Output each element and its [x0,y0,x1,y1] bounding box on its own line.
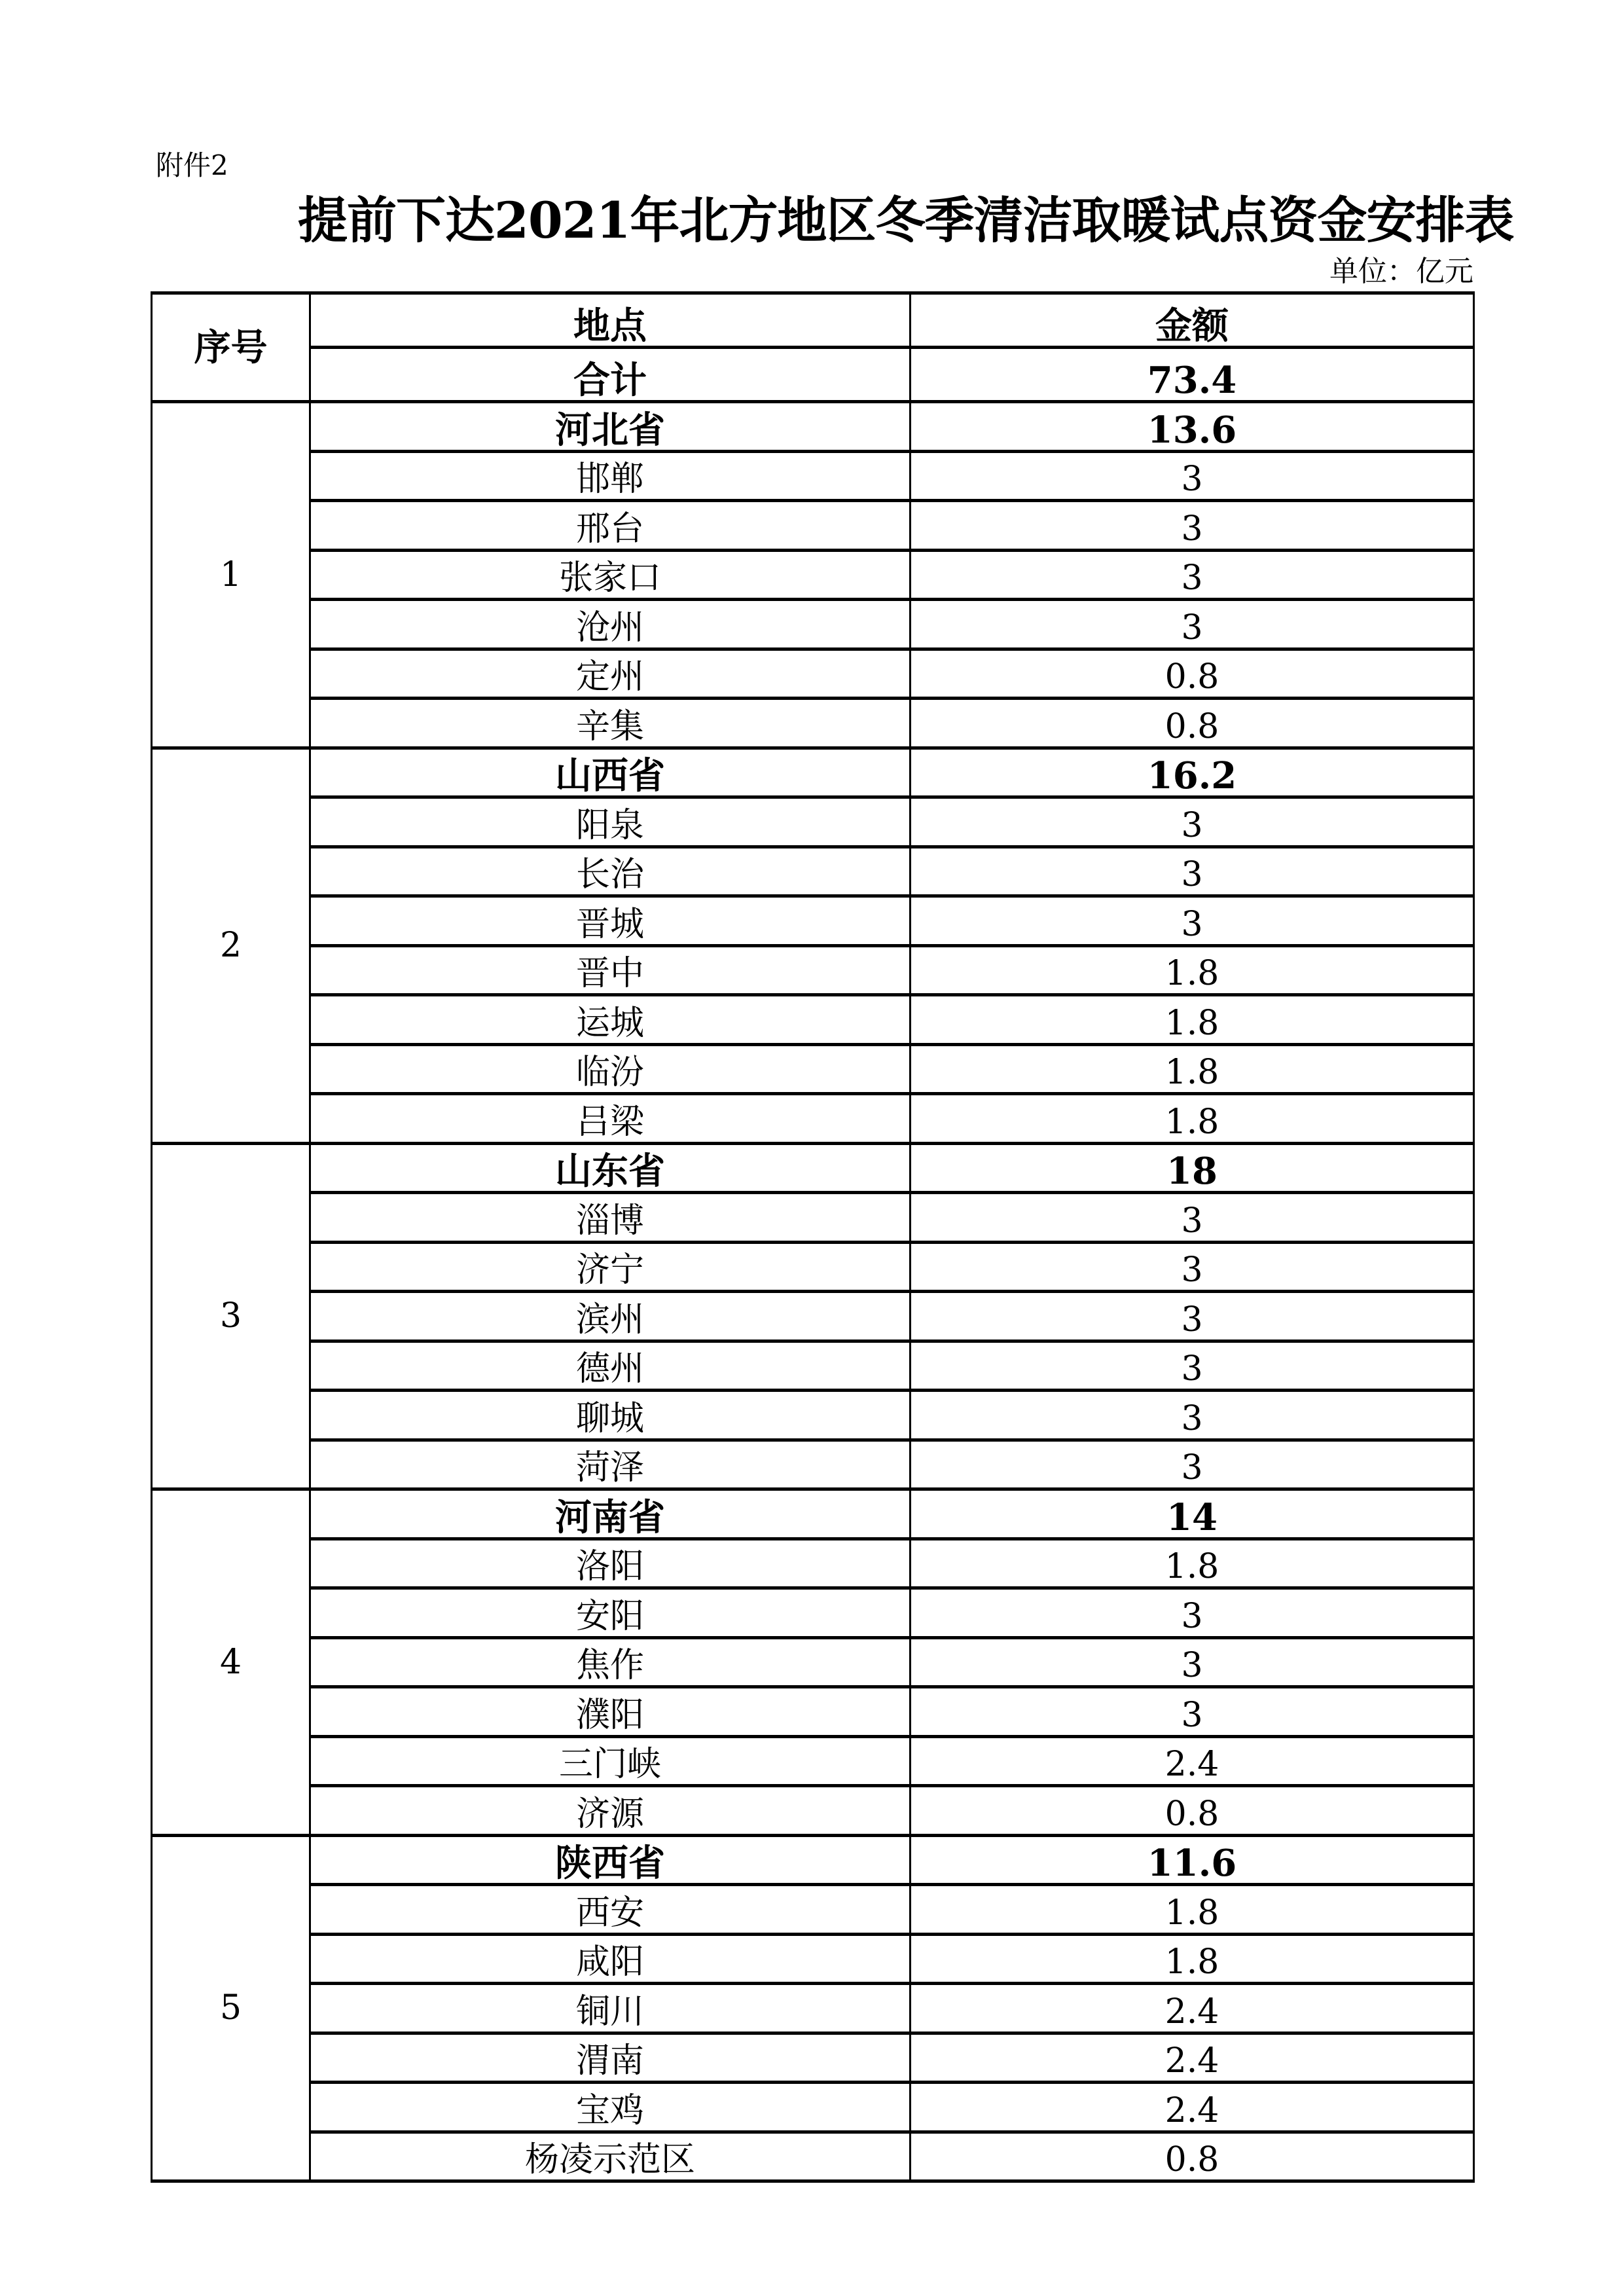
city-name: 张家口 [310,550,911,600]
province-name: 山东省 [310,1143,911,1193]
city-amount: 3 [911,1440,1474,1489]
city-name: 铜川 [310,1984,911,2033]
table-row [152,995,1474,1045]
city-amount: 3 [911,1588,1474,1638]
city-amount: 3 [911,797,1474,847]
province-amount: 14 [911,1489,1474,1539]
city-amount: 3 [911,1193,1474,1243]
city-amount: 3 [911,847,1474,896]
province-row [152,1835,1474,1885]
city-name: 菏泽 [310,1440,911,1489]
city-amount: 3 [911,600,1474,649]
table-row [152,1341,1474,1391]
unit-label: 单位：亿元 [1329,255,1473,288]
table-row [152,1934,1474,1984]
group-seq: 5 [152,1835,310,2181]
city-name: 宝鸡 [310,2083,911,2132]
table-row [152,1984,1474,2033]
province-row [152,1489,1474,1539]
city-amount: 1.8 [911,945,1474,995]
city-amount: 3 [911,451,1474,501]
city-name: 焦作 [310,1637,911,1687]
province-amount: 18 [911,1143,1474,1193]
province-name: 陕西省 [310,1835,911,1885]
city-amount: 2.4 [911,1736,1474,1786]
city-amount: 0.8 [911,2132,1474,2181]
city-name: 邢台 [310,501,911,551]
city-amount: 1.8 [911,1539,1474,1588]
header-row [152,293,1474,348]
city-amount: 0.8 [911,1786,1474,1836]
total-label: 合计 [310,348,911,402]
table-row [152,550,1474,600]
table-row [152,1736,1474,1786]
city-amount: 3 [911,550,1474,600]
city-name: 濮阳 [310,1687,911,1737]
city-amount: 3 [911,1391,1474,1440]
city-amount: 2.4 [911,1984,1474,2033]
city-name: 吕梁 [310,1094,911,1144]
province-amount: 16.2 [911,748,1474,797]
city-name: 渭南 [310,2033,911,2083]
table-row [152,1094,1474,1144]
city-name: 沧州 [310,600,911,649]
table-row [152,1588,1474,1638]
city-amount: 2.4 [911,2033,1474,2083]
province-name: 河北省 [310,402,911,452]
city-name: 长治 [310,847,911,896]
table-row [152,501,1474,551]
city-name: 晋城 [310,896,911,946]
table-row [152,1539,1474,1588]
province-amount: 11.6 [911,1835,1474,1885]
table-row [152,945,1474,995]
province-row [152,402,1474,452]
group-seq: 3 [152,1143,310,1489]
city-amount: 3 [911,1292,1474,1341]
city-name: 济源 [310,1786,911,1836]
province-name: 山西省 [310,748,911,797]
table-row [152,451,1474,501]
city-name: 邯郸 [310,451,911,501]
city-amount: 3 [911,1341,1474,1391]
city-amount: 3 [911,501,1474,551]
group-seq: 1 [152,402,310,748]
city-amount: 1.8 [911,1044,1474,1094]
city-name: 阳泉 [310,797,911,847]
header-amount: 金额 [911,293,1474,348]
city-amount: 0.8 [911,699,1474,748]
table-row [152,1391,1474,1440]
table-row [152,2132,1474,2181]
city-name: 辛集 [310,699,911,748]
table-row [152,699,1474,748]
table-row [152,1885,1474,1935]
city-name: 咸阳 [310,1934,911,1984]
city-name: 济宁 [310,1242,911,1292]
table-row [152,896,1474,946]
city-amount: 3 [911,1637,1474,1687]
table-row [152,1786,1474,1836]
province-row [152,748,1474,797]
table-row [152,847,1474,896]
table-row [152,1044,1474,1094]
city-name: 安阳 [310,1588,911,1638]
page-title: 提前下达2021年北方地区冬季清洁取暖试点资金安排表 [298,191,1514,249]
city-name: 洛阳 [310,1539,911,1588]
province-name: 河南省 [310,1489,911,1539]
table-row [152,2033,1474,2083]
city-amount: 1.8 [911,995,1474,1045]
table-row [152,649,1474,699]
group-seq: 4 [152,1489,310,1836]
city-name: 聊城 [310,1391,911,1440]
city-amount: 1.8 [911,1094,1474,1144]
city-name: 西安 [310,1885,911,1935]
table-row [152,1292,1474,1341]
city-name: 运城 [310,995,911,1045]
city-name: 三门峡 [310,1736,911,1786]
city-amount: 3 [911,1242,1474,1292]
table-row [152,600,1474,649]
city-name: 德州 [310,1341,911,1391]
city-amount: 1.8 [911,1934,1474,1984]
table-row [152,797,1474,847]
city-amount: 3 [911,1687,1474,1737]
header-seq: 序号 [152,293,310,402]
attachment-label: 附件2 [156,149,228,181]
city-name: 杨凌示范区 [310,2132,911,2181]
city-name: 临汾 [310,1044,911,1094]
city-name: 晋中 [310,945,911,995]
table-row [152,1440,1474,1489]
city-amount: 3 [911,896,1474,946]
table-row [152,1637,1474,1687]
city-name: 淄博 [310,1193,911,1243]
table-row [152,1193,1474,1243]
province-amount: 13.6 [911,402,1474,452]
city-amount: 0.8 [911,649,1474,699]
table-row [152,1687,1474,1737]
group-seq: 2 [152,748,310,1143]
header-location: 地点 [310,293,911,348]
total-amount: 73.4 [911,348,1474,402]
city-amount: 1.8 [911,1885,1474,1935]
city-name: 滨州 [310,1292,911,1341]
total-row [152,348,1474,402]
province-row [152,1143,1474,1193]
table-row [152,2083,1474,2132]
city-amount: 2.4 [911,2083,1474,2132]
table-row [152,1242,1474,1292]
funding-table [151,291,1475,2183]
city-name: 定州 [310,649,911,699]
